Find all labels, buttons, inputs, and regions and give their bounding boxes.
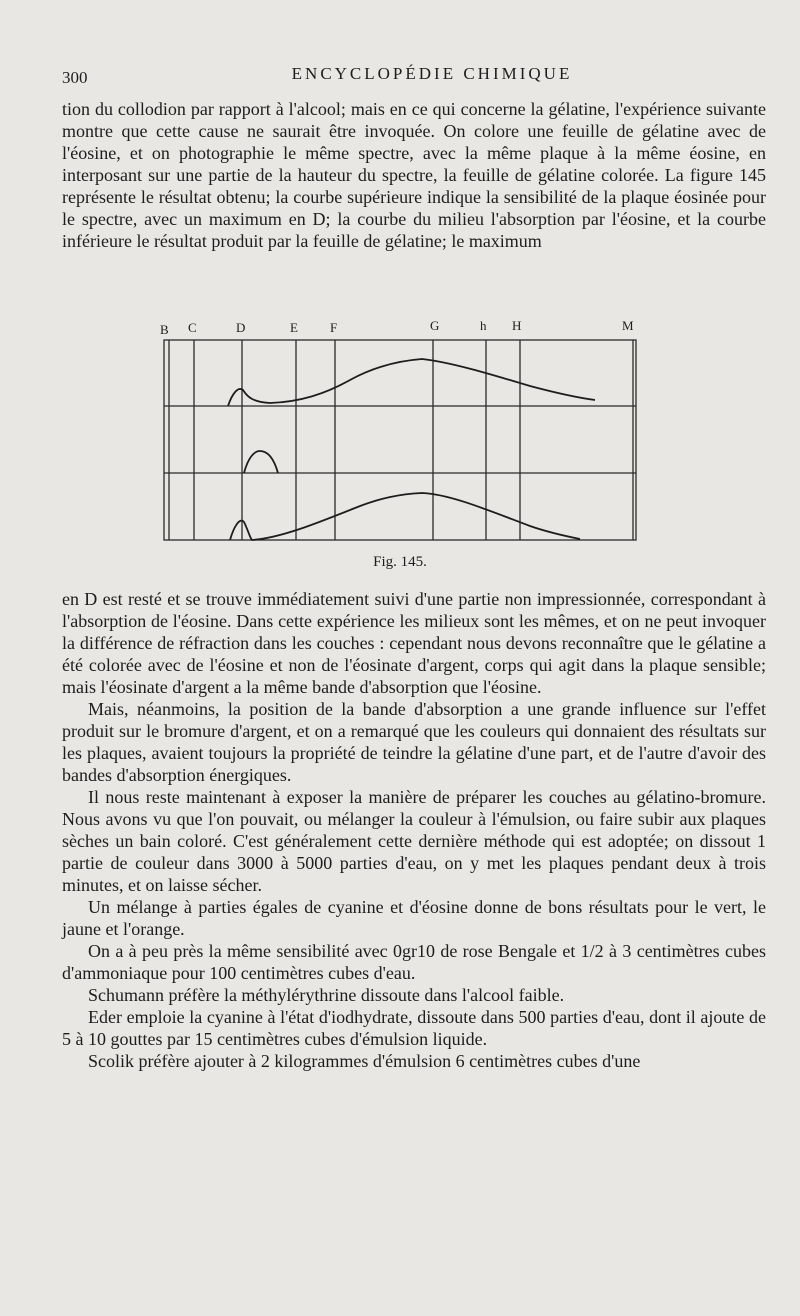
paragraph: Eder emploie la cyanine à l'état d'iodhydrate, dissoute dans 500 parties d'eau, dont il ajoute de 5 à 10 gouttes par 15 centimètres cubes d'émulsion liquide. (62, 1007, 766, 1049)
line-label-h: h (480, 318, 487, 333)
line-label-D: D (236, 320, 246, 335)
paragraph: On a à peu près la même sensibilité avec 0gr10 de rose Bengale et 1/2 à 3 centimètres cubes d'ammoniaque pour 100 centimètres cubes d'eau. (62, 941, 766, 983)
paragraph: Mais, néanmoins, la position de la bande d'absorption a une grande influence sur l'effet produit sur le bromure d'argent, et on a remarqué que les couleurs qui donnaient des résultats sur les plaques, avaient toujours la propriété de teindre la gélatine d'une part, et de l'autre d'avoir des bandes d'absorption énergiques. (62, 699, 766, 785)
middle-absorption-curve (244, 451, 278, 473)
top-text-block (62, 98, 766, 252)
line-label-C: C (188, 320, 197, 335)
line-label-H: H (512, 318, 522, 333)
line-label-E: E (290, 320, 298, 335)
paragraph: Schumann préfère la méthylérythrine dissoute dans l'alcool faible. (88, 985, 565, 1005)
spectrum-grid (164, 340, 636, 540)
paragraph: en D est resté et se trouve immédiatement suivi d'une partie non impressionnée, correspondant à l'absorption de l'éosine. Dans cette expérience les milieux sont les mêmes, et on ne peut invoquer la différence de réfraction dans les couches : cependant nous devons reconnaître que le gélatine a été colorée avec de l'éosine et non de l'éosinate d'argent, corps qui agit dans la plaque sensible; mais l'éosinate d'argent a la même bande d'absorption que l'éosine. (62, 589, 766, 697)
figure-caption: Fig. 145. (373, 554, 427, 570)
paragraph: tion du collodion par rapport à l'alcool; mais en ce qui concerne la gélatine, l'expérience suivante montre que cette cause ne saurait être invoquée. On colore une feuille de gélatine avec de l'éosine, et on photographie le même spectre, avec la même plaque à la même éosine, en interposant sur une partie de la hauteur du spectre, la feuille de gélatine colorée. La figure 145 représente le résultat obtenu; la courbe supérieure indique la sensibilité de la plaque éosinée pour le spectre, avec un maximum en D; la courbe du milieu l'absorption par l'éosine, et la courbe inférieure le résultat produit par la feuille de gélatine; le maximum (62, 99, 766, 251)
spectrum-diagram (150, 318, 650, 548)
paragraph: Un mélange à parties égales de cyanine et d'éosine donne de bons résultats pour le vert, le jaune et l'orange. (62, 897, 766, 939)
paragraph: Scolik préfère ajouter à 2 kilogrammes d'émulsion 6 centimètres cubes d'une (88, 1051, 641, 1071)
paragraph: Il nous reste maintenant à exposer la manière de préparer les couches au gélatino-bromure. Nous avons vu que l'on pouvait, ou mélanger la couleur à l'émulsion, ou faire subir aux plaques sèches un bain coloré. C'est généralement cette dernière méthode qui est adoptée; on dissout 1 partie de couleur dans 3000 à 5000 parties d'eau, on y met les plaques pendant deux à trois minutes, et on laisse sécher. (62, 787, 766, 895)
lower-result-curve (230, 493, 580, 540)
line-label-F: F (330, 320, 338, 335)
bottom-text-block (62, 588, 766, 1072)
line-label-B: B (160, 322, 169, 337)
line-label-G: G (430, 318, 440, 333)
page-header (62, 60, 762, 90)
upper-sensitivity-curve (228, 359, 595, 406)
line-label-M: M (622, 318, 634, 333)
page-number: 300 (62, 68, 88, 87)
figure-145 (150, 318, 650, 580)
running-title: ENCYCLOPÉDIE CHIMIQUE (291, 64, 573, 83)
